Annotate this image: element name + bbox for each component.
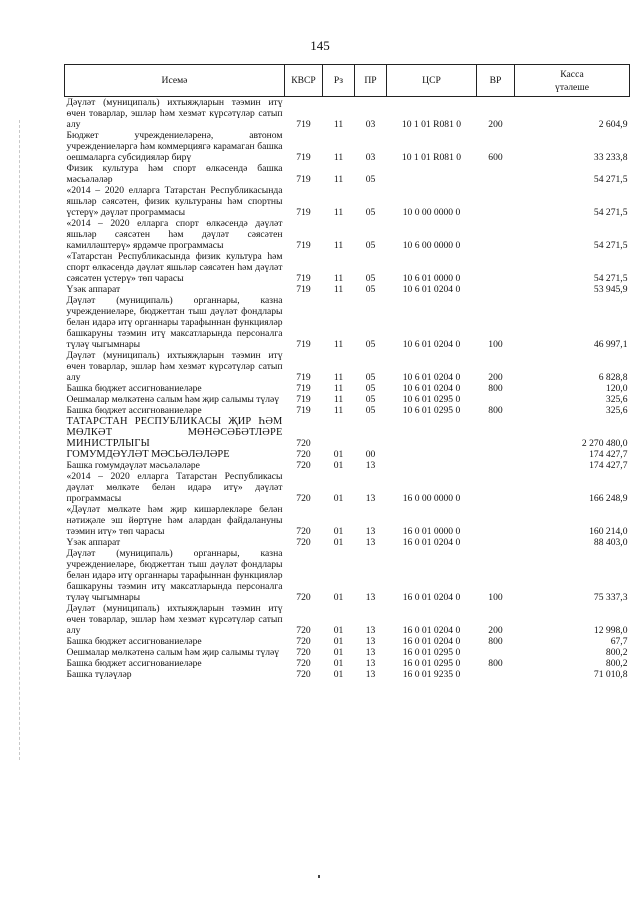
cell-amount: 6 828,8 — [598, 372, 628, 383]
cell-vr: 200 — [488, 625, 503, 636]
cell-name: Дәүләт (муниципаль) органнары, казна учреждениеләре, бюджеттан тыш дәүләт фондлары белән идарә итү органнары тарафыннан функцияләр башкаруны тәэмин итү максатларында персоналга түләү чыгымнары — [66, 295, 283, 350]
cell-rz: 01 — [333, 537, 344, 548]
cell-pr: 05 — [365, 394, 376, 405]
cell-rz: 11 — [333, 119, 344, 130]
cell-pr: 05 — [365, 273, 376, 284]
table-row — [65, 163, 630, 185]
cell-pr: 05 — [365, 174, 376, 185]
cell-vr — [477, 460, 515, 471]
cell-name: «2014 – 2020 елларга спорт өлкәсендә дәүләт яшьләр сәясәтен һәм дәүләт сәясәтен камилләштерү» ярдәмче программасы — [66, 218, 283, 251]
cell-csr: 10 6 01 0204 0 — [402, 383, 461, 394]
cell-name: Дәүләт (муниципаль) ихтыяҗларын тәэмин итү өчен товарлар, эшләр һәм хезмәт күрсәтүләр сатып алу — [66, 350, 283, 383]
cell-amount: 174 427,7 — [589, 460, 628, 471]
cell-name: ТАТАРСТАН РЕСПУБЛИКАСЫ ҖИР ҺӘМ МӨЛКӘТ МӨНӘСӘБӘТЛӘРЕ МИНИСТРЛЫГЫ — [66, 416, 283, 449]
cell-name: Оешмалар мөлкәтенә салым һәм җир салымы түләү — [66, 394, 280, 405]
cell-pr: 13 — [365, 592, 376, 603]
cell-kvsr: 720 — [296, 636, 311, 647]
cell-csr: 10 6 01 0295 0 — [402, 405, 461, 416]
table-row — [65, 537, 630, 548]
cell-csr: 16 0 01 0204 0 — [402, 537, 461, 548]
budget-table — [64, 64, 630, 680]
cell-vr — [477, 669, 515, 680]
cell-pr: 05 — [365, 240, 376, 251]
cell-name: Башка бюджет ассигнованиеләре — [66, 636, 202, 647]
table-row — [65, 603, 630, 636]
cell-rz: 11 — [333, 339, 344, 350]
cell-pr: 13 — [365, 636, 376, 647]
cell-name: Башка бюджет ассигнованиеләре — [66, 658, 202, 669]
cell-csr — [387, 460, 477, 471]
cell-amount: 54 271,5 — [593, 273, 628, 284]
cell-rz: 11 — [333, 383, 344, 394]
table-row — [65, 669, 630, 680]
header-kassa — [515, 65, 630, 97]
cell-kvsr: 719 — [296, 394, 311, 405]
cell-pr: 03 — [365, 119, 376, 130]
cell-csr: 10 6 01 0204 0 — [402, 339, 461, 350]
cell-pr: 13 — [365, 526, 376, 537]
table-row — [65, 130, 630, 163]
cell-rz: 11 — [333, 273, 344, 284]
cell-amount: 2 604,9 — [598, 119, 628, 130]
cell-pr: 13 — [365, 460, 376, 471]
cell-csr: 16 0 01 0204 0 — [402, 592, 461, 603]
cell-name: Башка бюджет ассигнованиеләре — [66, 383, 202, 394]
cell-kvsr: 720 — [296, 449, 311, 460]
cell-vr: 800 — [488, 383, 503, 394]
cell-name: Башка түләүләр — [66, 669, 132, 680]
cell-name: «Дәүләт мөлкәте һәм җир кишәрлекләре белән нәтиҗәле эш йөртүне һәм алардан файдалануны тәэмин итү» төп чарасы — [66, 504, 283, 537]
header-kassa-line2: үтәлеше — [555, 81, 589, 93]
cell-vr — [477, 647, 515, 658]
cell-rz: 01 — [333, 526, 344, 537]
cell-vr — [477, 394, 515, 405]
cell-kvsr: 719 — [296, 152, 311, 163]
cell-amount: 33 233,8 — [593, 152, 628, 163]
cell-rz: 01 — [333, 658, 344, 669]
page-number: 145 — [310, 38, 330, 53]
cell-vr — [477, 471, 515, 504]
cell-csr: 16 0 01 0204 0 — [402, 625, 461, 636]
header-kvsr: КВСР — [285, 65, 323, 97]
cell-kvsr: 719 — [296, 339, 311, 350]
cell-name: «Татарстан Республикасында физик культура һәм спорт өлкәсендә дәүләт яшьләр сәясәтен һәм дәүләт сәясәтен үстерү» төп чарасы — [66, 251, 283, 284]
cell-pr: 13 — [365, 493, 376, 504]
table-row — [65, 284, 630, 295]
cell-amount: 67,7 — [610, 636, 628, 647]
cell-name: «2014 – 2020 елларга Татарстан Республикасында яшьләр сәясәтен, физик культураны һәм спортны үстерү» дәүләт программасы — [66, 185, 283, 218]
cell-csr: 16 0 01 0295 0 — [402, 658, 461, 669]
table-row — [65, 416, 630, 449]
cell-rz: 11 — [333, 394, 344, 405]
cell-rz: 01 — [333, 493, 344, 504]
cell-csr: 16 0 01 0295 0 — [402, 647, 461, 658]
table-row — [65, 218, 630, 251]
cell-csr: 10 0 00 0000 0 — [402, 207, 461, 218]
cell-pr: 05 — [365, 284, 376, 295]
table-body — [65, 97, 630, 681]
cell-amount: 325,6 — [605, 394, 628, 405]
cell-pr: 05 — [365, 405, 376, 416]
cell-pr: 05 — [365, 339, 376, 350]
table-row — [65, 295, 630, 350]
cell-rz: 11 — [333, 240, 344, 251]
cell-vr — [477, 218, 515, 251]
table-row — [65, 548, 630, 603]
cell-vr — [477, 284, 515, 295]
cell-csr — [387, 163, 477, 185]
cell-amount: 160 214,0 — [589, 526, 628, 537]
cell-rz: 11 — [333, 152, 344, 163]
cell-rz: 01 — [333, 669, 344, 680]
cell-pr: 13 — [365, 537, 376, 548]
table-row — [65, 350, 630, 383]
cell-vr — [477, 251, 515, 284]
table-row — [65, 647, 630, 658]
table-row — [65, 636, 630, 647]
cell-csr: 16 0 01 0204 0 — [402, 636, 461, 647]
cell-vr — [477, 504, 515, 537]
cell-vr: 800 — [488, 405, 503, 416]
cell-rz: 11 — [333, 207, 344, 218]
cell-kvsr: 720 — [296, 669, 311, 680]
cell-name: «2014 – 2020 елларга Татарстан Республикасы дәүләт мөлкәте белән идарә итү» дәүләт программасы — [66, 471, 283, 504]
cell-amount: 71 010,8 — [593, 669, 628, 680]
cell-name: Дәүләт (муниципаль) ихтыяҗларын тәэмин итү өчен товарлар, эшләр һәм хезмәт күрсәтүләр сатып алу — [66, 603, 283, 636]
table-header — [65, 65, 630, 97]
cell-rz: 01 — [333, 647, 344, 658]
cell-amount: 174 427,7 — [589, 449, 628, 460]
cell-name: Башка бюджет ассигнованиеләре — [66, 405, 202, 416]
cell-pr: 13 — [365, 625, 376, 636]
cell-kvsr: 720 — [296, 438, 311, 449]
cell-amount: 54 271,5 — [593, 207, 628, 218]
cell-csr: 16 0 01 9235 0 — [402, 669, 461, 680]
cell-kvsr: 719 — [296, 284, 311, 295]
table-row — [65, 185, 630, 218]
margin-line — [19, 120, 20, 760]
cell-csr: 10 6 01 0204 0 — [402, 372, 461, 383]
cell-rz: 11 — [333, 284, 344, 295]
cell-amount: 75 337,3 — [593, 592, 628, 603]
cell-csr: 16 0 00 0000 0 — [402, 493, 461, 504]
cell-name: Үзәк аппарат — [66, 284, 121, 295]
cell-amount: 800,2 — [605, 658, 628, 669]
table-row — [65, 97, 630, 131]
cell-pr: 00 — [365, 449, 376, 460]
table-row — [65, 658, 630, 669]
cell-kvsr: 719 — [296, 174, 311, 185]
cell-amount: 2 270 480,0 — [581, 438, 628, 449]
cell-vr — [477, 163, 515, 185]
table-row — [65, 460, 630, 471]
cell-rz: 11 — [333, 405, 344, 416]
cell-kvsr: 719 — [296, 207, 311, 218]
cell-amount: 54 271,5 — [593, 240, 628, 251]
cell-rz: 01 — [333, 592, 344, 603]
cell-amount: 800,2 — [605, 647, 628, 658]
cell-vr: 800 — [488, 636, 503, 647]
cell-csr: 16 0 01 0000 0 — [402, 526, 461, 537]
cell-name: Бюджет учреждениеләренә, автоном учреждениеләргә һәм коммерциягә карамаган башка оешмаларга субсидияләр бирү — [66, 130, 283, 163]
cell-pr: 05 — [365, 207, 376, 218]
cell-kvsr: 719 — [296, 273, 311, 284]
cell-amount: 53 945,9 — [593, 284, 628, 295]
cell-amount: 46 997,1 — [593, 339, 628, 350]
cell-vr: 100 — [488, 339, 503, 350]
header-pr: ПР — [355, 65, 387, 97]
cell-vr: 200 — [488, 372, 503, 383]
cell-kvsr: 719 — [296, 383, 311, 394]
cell-name: ГОМУМДӘҮЛӘТ МӘСЬӘЛӘЛӘРЕ — [66, 449, 230, 460]
table-row — [65, 405, 630, 416]
table-row — [65, 251, 630, 284]
cell-kvsr: 719 — [296, 405, 311, 416]
cell-name: Үзәк аппарат — [66, 537, 121, 548]
cell-rz: 11 — [333, 174, 344, 185]
cell-csr: 10 6 01 0000 0 — [402, 273, 461, 284]
cell-rz — [323, 416, 355, 449]
cell-amount: 325,6 — [605, 405, 628, 416]
cell-pr: 13 — [365, 669, 376, 680]
footer-mark — [318, 875, 320, 878]
cell-kvsr: 720 — [296, 537, 311, 548]
cell-kvsr: 720 — [296, 526, 311, 537]
cell-rz: 01 — [333, 625, 344, 636]
header-rz: Рз — [323, 65, 355, 97]
cell-pr: 05 — [365, 372, 376, 383]
cell-vr — [477, 416, 515, 449]
cell-kvsr: 720 — [296, 647, 311, 658]
header-name: Исемә — [65, 65, 285, 97]
cell-pr: 05 — [365, 383, 376, 394]
cell-vr: 600 — [488, 152, 503, 163]
cell-kvsr: 719 — [296, 240, 311, 251]
cell-csr: 10 1 01 R081 0 — [401, 119, 462, 130]
cell-pr: 13 — [365, 658, 376, 669]
cell-vr — [477, 449, 515, 460]
table-row — [65, 383, 630, 394]
cell-rz: 11 — [333, 372, 344, 383]
cell-csr: 10 6 00 0000 0 — [402, 240, 461, 251]
cell-kvsr: 719 — [296, 119, 311, 130]
cell-name: Башка гомумдәүләт мәсьәләләре — [66, 460, 200, 471]
table-row — [65, 504, 630, 537]
table-row — [65, 449, 630, 460]
cell-name: Дәүләт (муниципаль) органнары, казна учреждениеләре, бюджеттан тыш дәүләт фондлары белән идарә итү органнары тарафыннан функцияләр башкаруны тәэмин итү максатларында персоналга түләү чыгымнары — [66, 548, 283, 603]
cell-vr — [477, 537, 515, 548]
table-row — [65, 394, 630, 405]
cell-vr: 200 — [488, 119, 503, 130]
cell-rz: 01 — [333, 460, 344, 471]
cell-kvsr: 720 — [296, 592, 311, 603]
cell-vr: 100 — [488, 592, 503, 603]
cell-csr: 10 6 01 0204 0 — [402, 284, 461, 295]
cell-name: Дәүләт (муниципаль) ихтыяҗларын тәэмин итү өчен товарлар, эшләр һәм хезмәт күрсәтүләр сатып алу — [66, 97, 283, 130]
cell-csr — [387, 416, 477, 449]
cell-kvsr: 720 — [296, 625, 311, 636]
cell-csr: 10 1 01 R081 0 — [401, 152, 462, 163]
cell-rz: 01 — [333, 449, 344, 460]
cell-name: Оешмалар мөлкәтенә салым һәм җир салымы түләү — [66, 647, 280, 658]
table-row — [65, 471, 630, 504]
cell-rz: 01 — [333, 636, 344, 647]
cell-kvsr: 720 — [296, 658, 311, 669]
cell-vr: 800 — [488, 658, 503, 669]
cell-kvsr: 720 — [296, 493, 311, 504]
cell-amount: 120,0 — [605, 383, 628, 394]
cell-kvsr: 719 — [296, 372, 311, 383]
cell-vr — [477, 185, 515, 218]
cell-pr: 03 — [365, 152, 376, 163]
cell-amount: 54 271,5 — [593, 174, 628, 185]
cell-pr — [355, 416, 387, 449]
cell-kvsr: 720 — [296, 460, 311, 471]
cell-name: Физик культура һәм спорт өлкәсендә башка мәсьәләләр — [66, 163, 283, 185]
header-csr: ЦСР — [387, 65, 477, 97]
cell-amount: 88 403,0 — [593, 537, 628, 548]
header-vr: ВР — [477, 65, 515, 97]
cell-amount: 166 248,9 — [589, 493, 628, 504]
header-kassa-line1: Касса — [560, 68, 584, 80]
cell-csr: 10 6 01 0295 0 — [402, 394, 461, 405]
cell-csr — [387, 449, 477, 460]
cell-pr: 13 — [365, 647, 376, 658]
cell-amount: 12 998,0 — [593, 625, 628, 636]
